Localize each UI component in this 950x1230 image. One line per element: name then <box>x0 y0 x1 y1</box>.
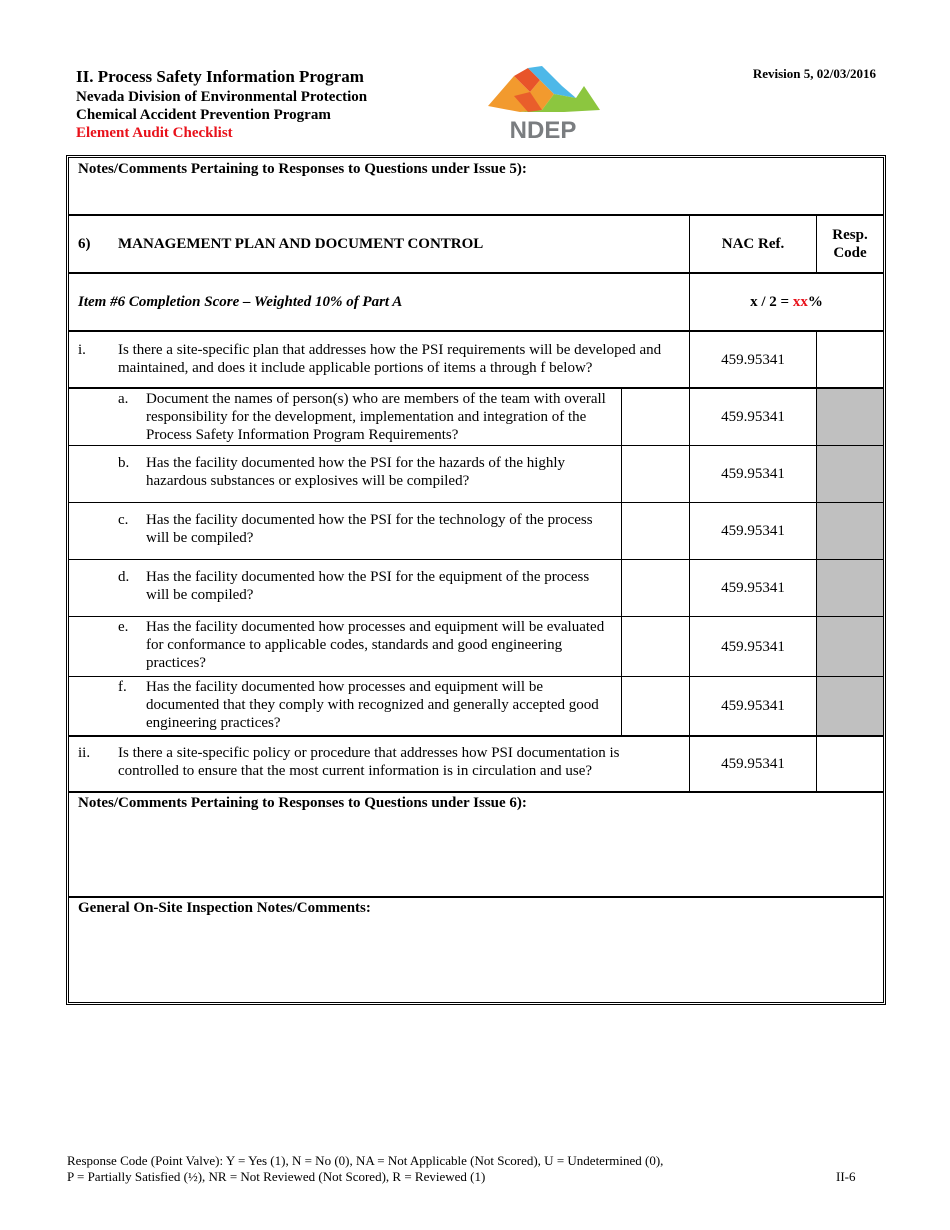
question-row <box>69 737 883 793</box>
nac-ref: 459.95341 <box>721 580 785 596</box>
page-number: II-6 <box>836 1169 856 1184</box>
resp-code-shaded <box>817 560 883 616</box>
checklist-name: Element Audit Checklist <box>76 125 233 141</box>
completion-score-label: Item #6 Completion Score – Weighted 10% of Part A <box>78 294 403 310</box>
subquestion-letter: e. <box>118 619 129 635</box>
nac-ref: 459.95341 <box>721 756 785 772</box>
subquestion-row <box>69 560 883 617</box>
program-name: Chemical Accident Prevention Program <box>76 107 331 123</box>
subquestion-letter: c. <box>118 512 129 528</box>
resp-code-cell[interactable] <box>817 332 883 387</box>
nac-ref: 459.95341 <box>721 638 785 655</box>
section-number: 6) <box>78 236 91 252</box>
nac-ref: 459.95341 <box>721 466 785 482</box>
nac-ref: 459.95341 <box>721 409 785 425</box>
ndep-logo <box>484 66 602 142</box>
svg-text:NDEP: NDEP <box>509 117 577 142</box>
question-row <box>69 332 883 389</box>
notes-issue6-row[interactable] <box>69 793 883 898</box>
audit-table <box>66 155 886 1005</box>
subquestion-text: Document the names of person(s) who are members of the team with overall responsibility for the development, implementation and integration of the Process Safety Information Program Requirements? <box>146 391 606 443</box>
subquestion-letter: b. <box>118 455 130 471</box>
revision-label: Revision 5, 02/03/2016 <box>752 66 876 81</box>
resp-code-header: Resp. Code <box>832 227 868 261</box>
subquestion-text: Has the facility documented how processes and equipment will be evaluated for conformance to applicable codes, standards and good engineering practices? <box>146 619 605 671</box>
subquestion-letter: a. <box>118 391 129 407</box>
nac-ref: 459.95341 <box>721 351 785 368</box>
question-number: ii. <box>78 745 91 761</box>
completion-score-row <box>69 274 883 332</box>
answer-cell[interactable] <box>622 617 689 676</box>
resp-code-shaded <box>817 503 883 559</box>
subquestion-row <box>69 446 883 503</box>
notes-issue5-row <box>69 158 883 216</box>
subquestion-row <box>69 677 883 737</box>
answer-cell[interactable] <box>622 677 689 735</box>
section-header-row <box>69 216 883 274</box>
legend-line-2: P = Partially Satisfied (½), NR = Not Reviewed (Not Scored), R = Reviewed (1) <box>67 1169 486 1184</box>
resp-code-shaded <box>817 677 883 735</box>
answer-cell[interactable] <box>622 503 689 559</box>
question-text: Is there a site-specific policy or procedure that addresses how PSI documentation is controlled to ensure that the most current information is in circulation and use? <box>118 745 620 779</box>
subquestion-row <box>69 503 883 560</box>
notes-issue5-label: Notes/Comments Pertaining to Responses to Questions under Issue 5): <box>78 161 527 177</box>
subquestion-letter: f. <box>118 679 127 695</box>
document-header <box>76 66 367 142</box>
resp-code-shaded <box>817 617 883 676</box>
nac-ref-header: NAC Ref. <box>721 236 785 252</box>
legend-line-1: Response Code (Point Valve): Y = Yes (1), N = No (0), NA = Not Applicable (Not Scored), U = Undetermined (0), <box>67 1153 664 1168</box>
subquestion-text: Has the facility documented how processes and equipment will be documented that they comply with recognized and generally accepted good engineering practices? <box>146 679 599 731</box>
subquestion-text: Has the facility documented how the PSI for the technology of the process will be compiled? <box>146 512 593 546</box>
resp-code-cell[interactable] <box>817 737 883 791</box>
subquestion-row <box>69 617 883 677</box>
agency-name: Nevada Division of Environmental Protection <box>76 89 368 105</box>
subquestion-row <box>69 389 883 446</box>
response-code-legend <box>67 1153 663 1185</box>
answer-cell[interactable] <box>622 446 689 502</box>
page-title: II. Process Safety Information Program <box>76 67 364 86</box>
completion-score-formula: x / 2 = xx % <box>750 294 823 310</box>
notes-issue6-label: Notes/Comments Pertaining to Responses to Questions under Issue 6): <box>78 795 527 811</box>
resp-code-shaded <box>817 389 883 445</box>
answer-cell[interactable] <box>622 560 689 616</box>
nac-ref: 459.95341 <box>721 523 785 539</box>
subquestion-text: Has the facility documented how the PSI for the equipment of the process will be compiled? <box>146 569 590 603</box>
question-text: Is there a site-specific plan that addresses how the PSI requirements will be developed and maintained, and does it include applicable portions of items a through f below? <box>118 342 662 376</box>
resp-code-shaded <box>817 446 883 502</box>
question-number: i. <box>78 342 86 358</box>
general-notes-row[interactable] <box>69 898 883 1002</box>
subquestion-letter: d. <box>118 569 130 585</box>
answer-cell[interactable] <box>622 389 689 445</box>
subquestion-text: Has the facility documented how the PSI for the hazards of the highly hazardous substances or explosives will be compiled? <box>146 455 566 489</box>
general-notes-label: General On-Site Inspection Notes/Comments: <box>78 900 371 916</box>
nac-ref: 459.95341 <box>721 698 785 714</box>
section-title: MANAGEMENT PLAN AND DOCUMENT CONTROL <box>118 236 484 252</box>
